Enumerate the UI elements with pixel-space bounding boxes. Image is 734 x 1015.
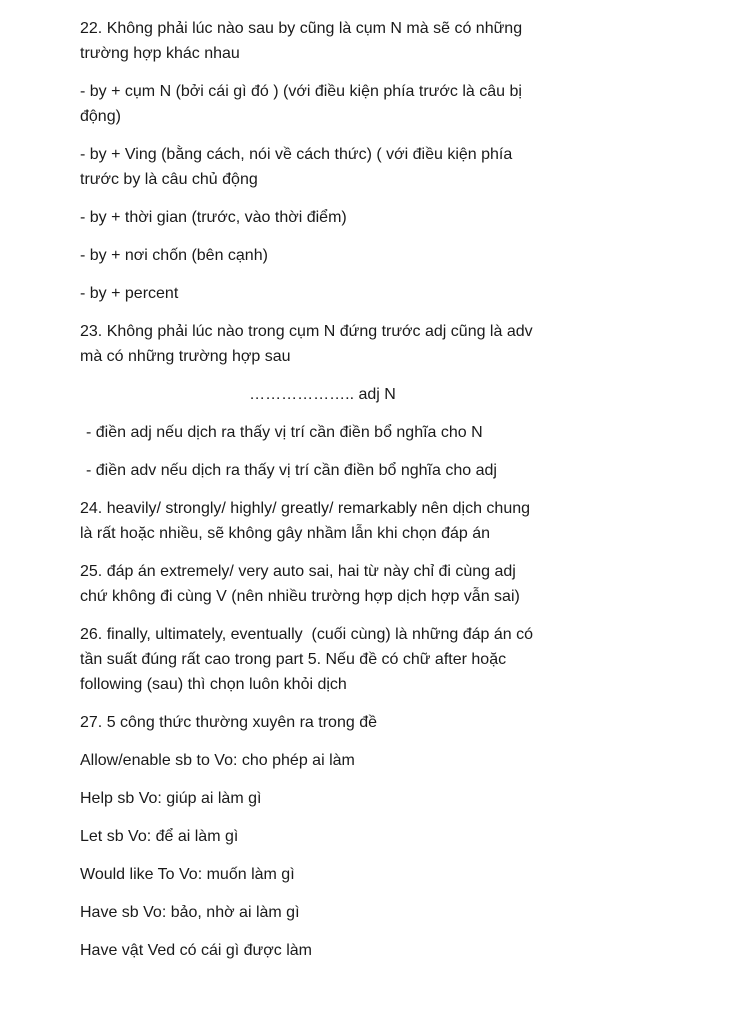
paragraph-blank-adj-n: ……………….. adj N bbox=[249, 386, 396, 403]
formula-have-sb: Have sb Vo: bảo, nhờ ai làm gì bbox=[80, 904, 300, 921]
formula-have-thing: Have vật Ved có cái gì được làm bbox=[80, 942, 312, 959]
document-page bbox=[80, 16, 540, 976]
paragraph-by-percent: - by + percent bbox=[80, 285, 179, 302]
paragraph-fill-adv: - điền adv nếu dịch ra thấy vị trí cần điền bổ nghĩa cho adj bbox=[86, 462, 497, 479]
paragraph-23-heading: 23. Không phải lúc nào trong cụm N đứng trước adj cũng là adv mà có những trường hợp sau bbox=[80, 323, 538, 365]
paragraph-25: 25. đáp án extremely/ very auto sai, hai từ này chỉ đi cùng adj chứ không đi cùng V (nên nhiều trường hợp dịch hợp vẫn sai) bbox=[80, 563, 521, 605]
formula-allow-enable: Allow/enable sb to Vo: cho phép ai làm bbox=[80, 752, 355, 769]
paragraph-27-heading: 27. 5 công thức thường xuyên ra trong đề bbox=[80, 714, 377, 731]
paragraph-26: 26. finally, ultimately, eventually (cuối cùng) là những đáp án có tần suất đúng rất cao trong part 5. Nếu đề có chữ after hoặc following (sau) thì chọn luôn khỏi dịch bbox=[80, 626, 538, 693]
formula-help: Help sb Vo: giúp ai làm gì bbox=[80, 790, 262, 807]
formula-would-like: Would like To Vo: muốn làm gì bbox=[80, 866, 295, 883]
formula-let: Let sb Vo: để ai làm gì bbox=[80, 828, 239, 845]
paragraph-22-heading: 22. Không phải lúc nào sau by cũng là cụm N mà sẽ có những trường hợp khác nhau bbox=[80, 20, 527, 62]
paragraph-by-ving: - by + Ving (bằng cách, nói về cách thức) ( với điều kiện phía trước by là câu chủ động bbox=[80, 146, 517, 188]
paragraph-by-noun-phrase: - by + cụm N (bởi cái gì đó ) (với điều kiện phía trước là câu bị động) bbox=[80, 83, 527, 125]
paragraph-by-place: - by + nơi chốn (bên cạnh) bbox=[80, 247, 268, 264]
paragraph-24: 24. heavily/ strongly/ highly/ greatly/ remarkably nên dịch chung là rất hoặc nhiều, sẽ không gây nhầm lẫn khi chọn đáp án bbox=[80, 500, 535, 542]
paragraph-fill-adj: - điền adj nếu dịch ra thấy vị trí cần điền bổ nghĩa cho N bbox=[86, 424, 483, 441]
paragraph-by-time: - by + thời gian (trước, vào thời điểm) bbox=[80, 209, 347, 226]
